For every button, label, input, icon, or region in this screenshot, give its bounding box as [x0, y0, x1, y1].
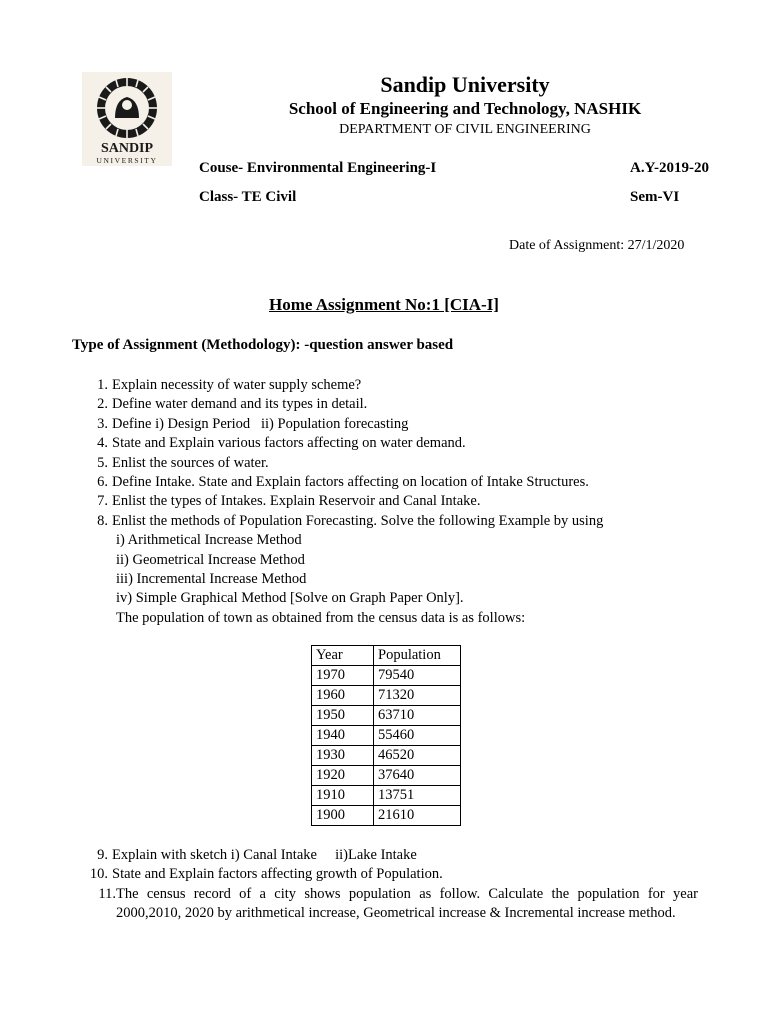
list-item: 2. Define water demand and its types in detail. [97, 396, 368, 413]
header-year: Year [312, 646, 374, 666]
list-item: 3. Define i) Design Period ii) Population forecasting [97, 415, 409, 432]
cell-year: 1910 [312, 786, 374, 806]
list-item: 9. Explain with sketch i) Canal Intake ii)Lake Intake [97, 847, 417, 863]
population-table [311, 645, 461, 826]
logo-text: SANDIP [100, 141, 154, 156]
question-list [0, 376, 700, 628]
table-row [312, 746, 461, 766]
cell-population: 46520 [374, 746, 461, 766]
sub-item: i) Arithmetical Increase Method [116, 532, 302, 549]
sub-item: ii) Geometrical Increase Method [116, 551, 305, 568]
table-row [312, 706, 461, 726]
table-row [312, 666, 461, 686]
cell-population: 21610 [374, 806, 461, 826]
cell-population: 13751 [374, 786, 461, 806]
university-name: Sandip University [380, 72, 550, 97]
cell-population: 71320 [374, 686, 461, 706]
cell-year: 1960 [312, 686, 374, 706]
header-population: Population [374, 646, 461, 666]
cell-population: 63710 [374, 706, 461, 726]
cell-year: 1920 [312, 766, 374, 786]
table-row [312, 726, 461, 746]
class-label: Class- TE Civil [199, 189, 297, 205]
table-row [312, 806, 461, 826]
assignment-type: Type of Assignment (Methodology): -question answer based [72, 337, 454, 353]
list-item: 4. State and Explain various factors affecting on water demand. [97, 435, 466, 452]
list-item: 5. Enlist the sources of water. [97, 454, 269, 471]
table-row [312, 786, 461, 806]
table-header-row [312, 646, 461, 666]
cell-population: 79540 [374, 666, 461, 686]
semester-label: Sem-VI [630, 189, 680, 205]
cell-year: 1930 [312, 746, 374, 766]
assignment-date: Date of Assignment: 27/1/2020 [509, 238, 685, 253]
list-item: 8. Enlist the methods of Population Forecasting. Solve the following Example by using [97, 512, 604, 529]
academic-year: A.Y-2019-20 [630, 160, 710, 176]
list-item: 11. The census record of a city shows population as follow. Calculate the population for year [98, 885, 698, 902]
question-list-continued [0, 846, 768, 924]
cell-year: 1900 [312, 806, 374, 826]
department-name: DEPARTMENT OF CIVIL ENGINEERING [339, 122, 591, 137]
course-label: Couse- Environmental Engineering-I [199, 160, 437, 176]
logo-subtext: UNIVERSITY [96, 156, 158, 165]
school-name: School of Engineering and Technology, NASHIK [288, 99, 642, 118]
table-row [312, 686, 461, 706]
list-item: 10. State and Explain factors affecting growth of Population. [89, 866, 443, 883]
table-row [312, 766, 461, 786]
sub-item: The population of town as obtained from the census data is as follows: [116, 609, 526, 626]
cell-year: 1970 [312, 666, 374, 686]
sub-item: iii) Incremental Increase Method [116, 571, 307, 588]
cell-year: 1950 [312, 706, 374, 726]
cell-year: 1940 [312, 726, 374, 746]
assignment-title: Home Assignment No:1 [CIA-I] [269, 295, 499, 314]
cell-population: 55460 [374, 726, 461, 746]
list-item: 6. Define Intake. State and Explain factors affecting on location of Intake Structures. [97, 474, 589, 491]
list-item-continuation: 2000,2010, 2020 by arithmetical increase, Geometrical increase & Incremental increase method. [116, 905, 676, 922]
list-item: 1. Explain necessity of water supply scheme? [97, 377, 362, 393]
university-logo [82, 72, 172, 166]
list-item: 7. Enlist the types of Intakes. Explain Reservoir and Canal Intake. [97, 493, 481, 510]
cell-population: 37640 [374, 766, 461, 786]
sub-item: iv) Simple Graphical Method [Solve on Graph Paper Only]. [116, 590, 464, 607]
